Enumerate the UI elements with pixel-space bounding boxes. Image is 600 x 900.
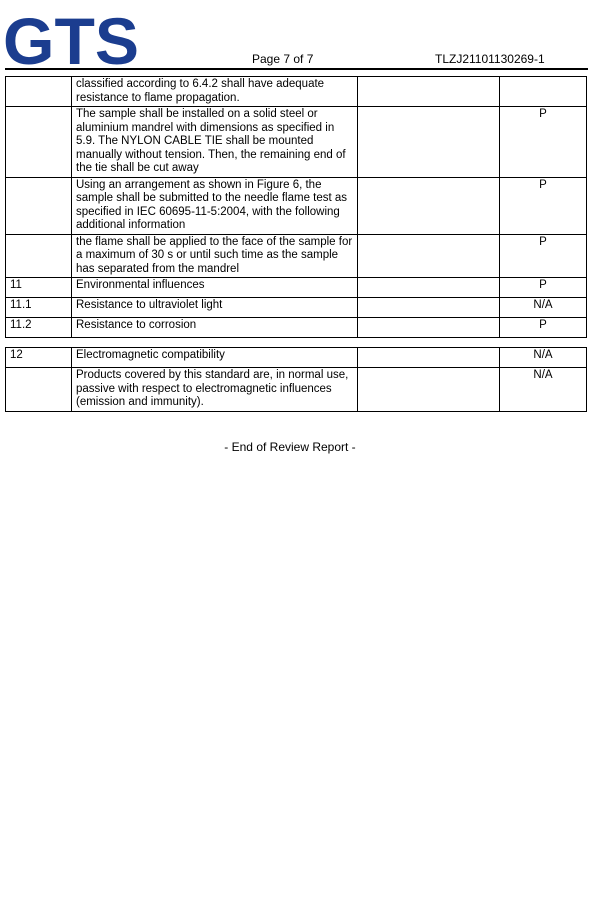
table-row	[6, 107, 587, 178]
verdict-cell: N/A	[500, 298, 587, 318]
table-row	[6, 348, 587, 368]
result-cell	[358, 234, 500, 278]
clause-cell	[6, 177, 72, 234]
report-id: TLZJ21101130269-1	[435, 52, 545, 66]
result-cell	[358, 298, 500, 318]
clause-cell: 11.2	[6, 318, 72, 338]
requirement-cell: Resistance to ultraviolet light	[72, 298, 358, 318]
result-cell	[358, 278, 500, 298]
requirement-cell: the flame shall be applied to the face of the sample for a maximum of 30 s or until such time as the sample has separated from the mandrel	[72, 234, 358, 278]
result-cell	[358, 77, 500, 107]
emc-table	[5, 347, 587, 412]
gts-logo-text: GTS	[3, 14, 139, 66]
verdict-cell: P	[500, 107, 587, 178]
verdict-cell: N/A	[500, 348, 587, 368]
gts-logo	[3, 14, 143, 66]
page-number: Page 7 of 7	[252, 52, 314, 66]
result-cell	[358, 318, 500, 338]
clause-cell	[6, 107, 72, 178]
table-row	[6, 368, 587, 412]
requirement-cell: Using an arrangement as shown in Figure 6, the sample shall be submitted to the needle flame test as specified in IEC 60695-11-5:2004, with the following additional information	[72, 177, 358, 234]
clause-cell: 12	[6, 348, 72, 368]
verdict-cell: P	[500, 177, 587, 234]
requirement-cell: classified according to 6.4.2 shall have adequate resistance to flame propagation.	[72, 77, 358, 107]
clause-cell	[6, 77, 72, 107]
table-row	[6, 177, 587, 234]
header-rule	[5, 68, 588, 70]
requirement-cell: Environmental influences	[72, 278, 358, 298]
end-of-report: - End of Review Report -	[224, 440, 356, 454]
verdict-cell: N/A	[500, 368, 587, 412]
clause-cell	[6, 234, 72, 278]
verdict-cell: P	[500, 234, 587, 278]
clause-cell: 11	[6, 278, 72, 298]
requirement-cell: Products covered by this standard are, in normal use, passive with respect to electromagnetic influences (emission and immunity).	[72, 368, 358, 412]
clause-cell: 11.1	[6, 298, 72, 318]
table-row	[6, 278, 587, 298]
result-cell	[358, 177, 500, 234]
result-cell	[358, 368, 500, 412]
requirement-cell: The sample shall be installed on a solid steel or aluminium mandrel with dimensions as specified in 5.9. The NYLON CABLE TIE shall be mounted manually without tension. Then, the remaining end of the tie shall be cut away	[72, 107, 358, 178]
table-row	[6, 77, 587, 107]
verdict-cell: P	[500, 318, 587, 338]
table-row	[6, 234, 587, 278]
requirement-cell: Electromagnetic compatibility	[72, 348, 358, 368]
verdict-cell	[500, 77, 587, 107]
table-row	[6, 298, 587, 318]
clause-cell	[6, 368, 72, 412]
verdict-cell: P	[500, 278, 587, 298]
table-row	[6, 318, 587, 338]
result-cell	[358, 107, 500, 178]
test-results-table	[5, 76, 587, 338]
requirement-cell: Resistance to corrosion	[72, 318, 358, 338]
result-cell	[358, 348, 500, 368]
